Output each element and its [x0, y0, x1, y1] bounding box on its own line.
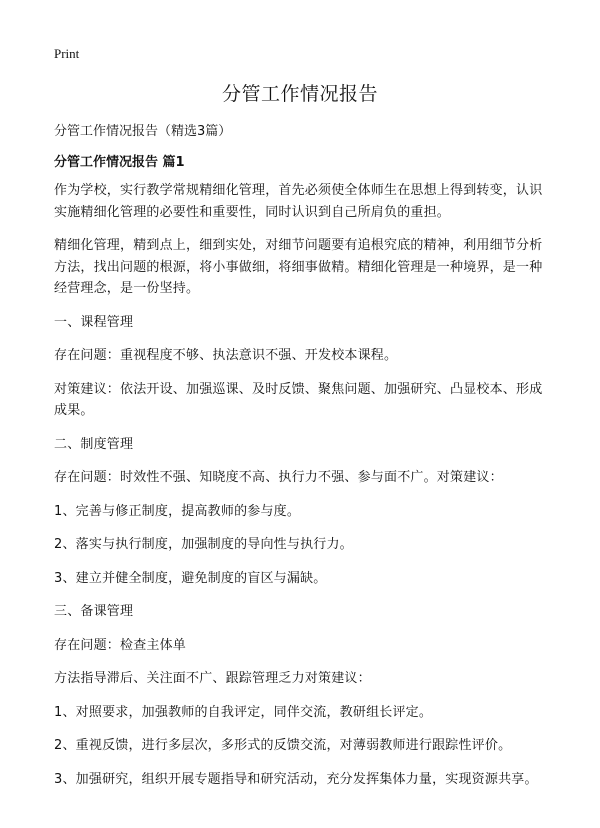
list-item: 3、加强研究，组织开展专题指导和研究活动，充分发挥集体力量，实现资源共享。	[54, 771, 538, 787]
list-item: 3、建立并健全制度，避免制度的盲区与漏缺。	[54, 570, 327, 586]
paragraph: 作为学校，实行教学常规精细化管理，首先必须使全体师生在思想上得到转变，认识实施精细化管理的必要性和重要性，同时认识到自己所肩负的重担。	[54, 183, 543, 220]
list-item: 2、落实与执行制度，加强制度的导向性与执行力。	[54, 537, 353, 552]
print-link[interactable]: Print	[54, 46, 80, 61]
paragraph: 存在问题：检查主体单	[54, 637, 187, 653]
paragraph: 对策建议：依法开设、加强巡课、及时反馈、聚焦问题、加强研究、凸显校本、形成成果。	[54, 381, 543, 418]
document-body	[54, 180, 548, 802]
paragraph: 方法指导滞后、关注面不广、跟踪管理乏力对策建议：	[54, 671, 371, 686]
heading-course-management: 一、课程管理	[54, 314, 134, 330]
paragraph: 精细化管理，精到点上，细到实处，对细节问题要有追根究底的精神，利用细节分析方法，找出问题的根源，将小事做细，将细事做精。精细化管理是一种境界，是一种经营理念，是一份坚持。	[54, 238, 543, 296]
paragraph: 存在问题：时效性不强、知晓度不高、执行力不强、参与面不广。对策建议：	[54, 470, 503, 485]
list-item: 2、重视反馈，进行多层次，多形式的反馈交流，对薄弱教师进行跟踪性评价。	[54, 738, 512, 753]
document-subtitle: 分管工作情况报告（精选3篇）	[54, 124, 232, 139]
list-item: 1、完善与修正制度，提高教师的参与度。	[54, 503, 301, 519]
list-item: 1、对照要求，加强教师的自我评定，同伴交流，教研组长评定。	[54, 704, 433, 720]
heading-lesson-prep-management: 三、备课管理	[54, 604, 134, 619]
paragraph: 存在问题：重视程度不够、执法意识不强、开发校本课程。	[54, 348, 398, 363]
document-title: 分管工作情况报告	[221, 83, 378, 105]
heading-system-management: 二、制度管理	[54, 436, 134, 452]
section-heading: 分管工作情况报告 篇1	[54, 155, 185, 170]
